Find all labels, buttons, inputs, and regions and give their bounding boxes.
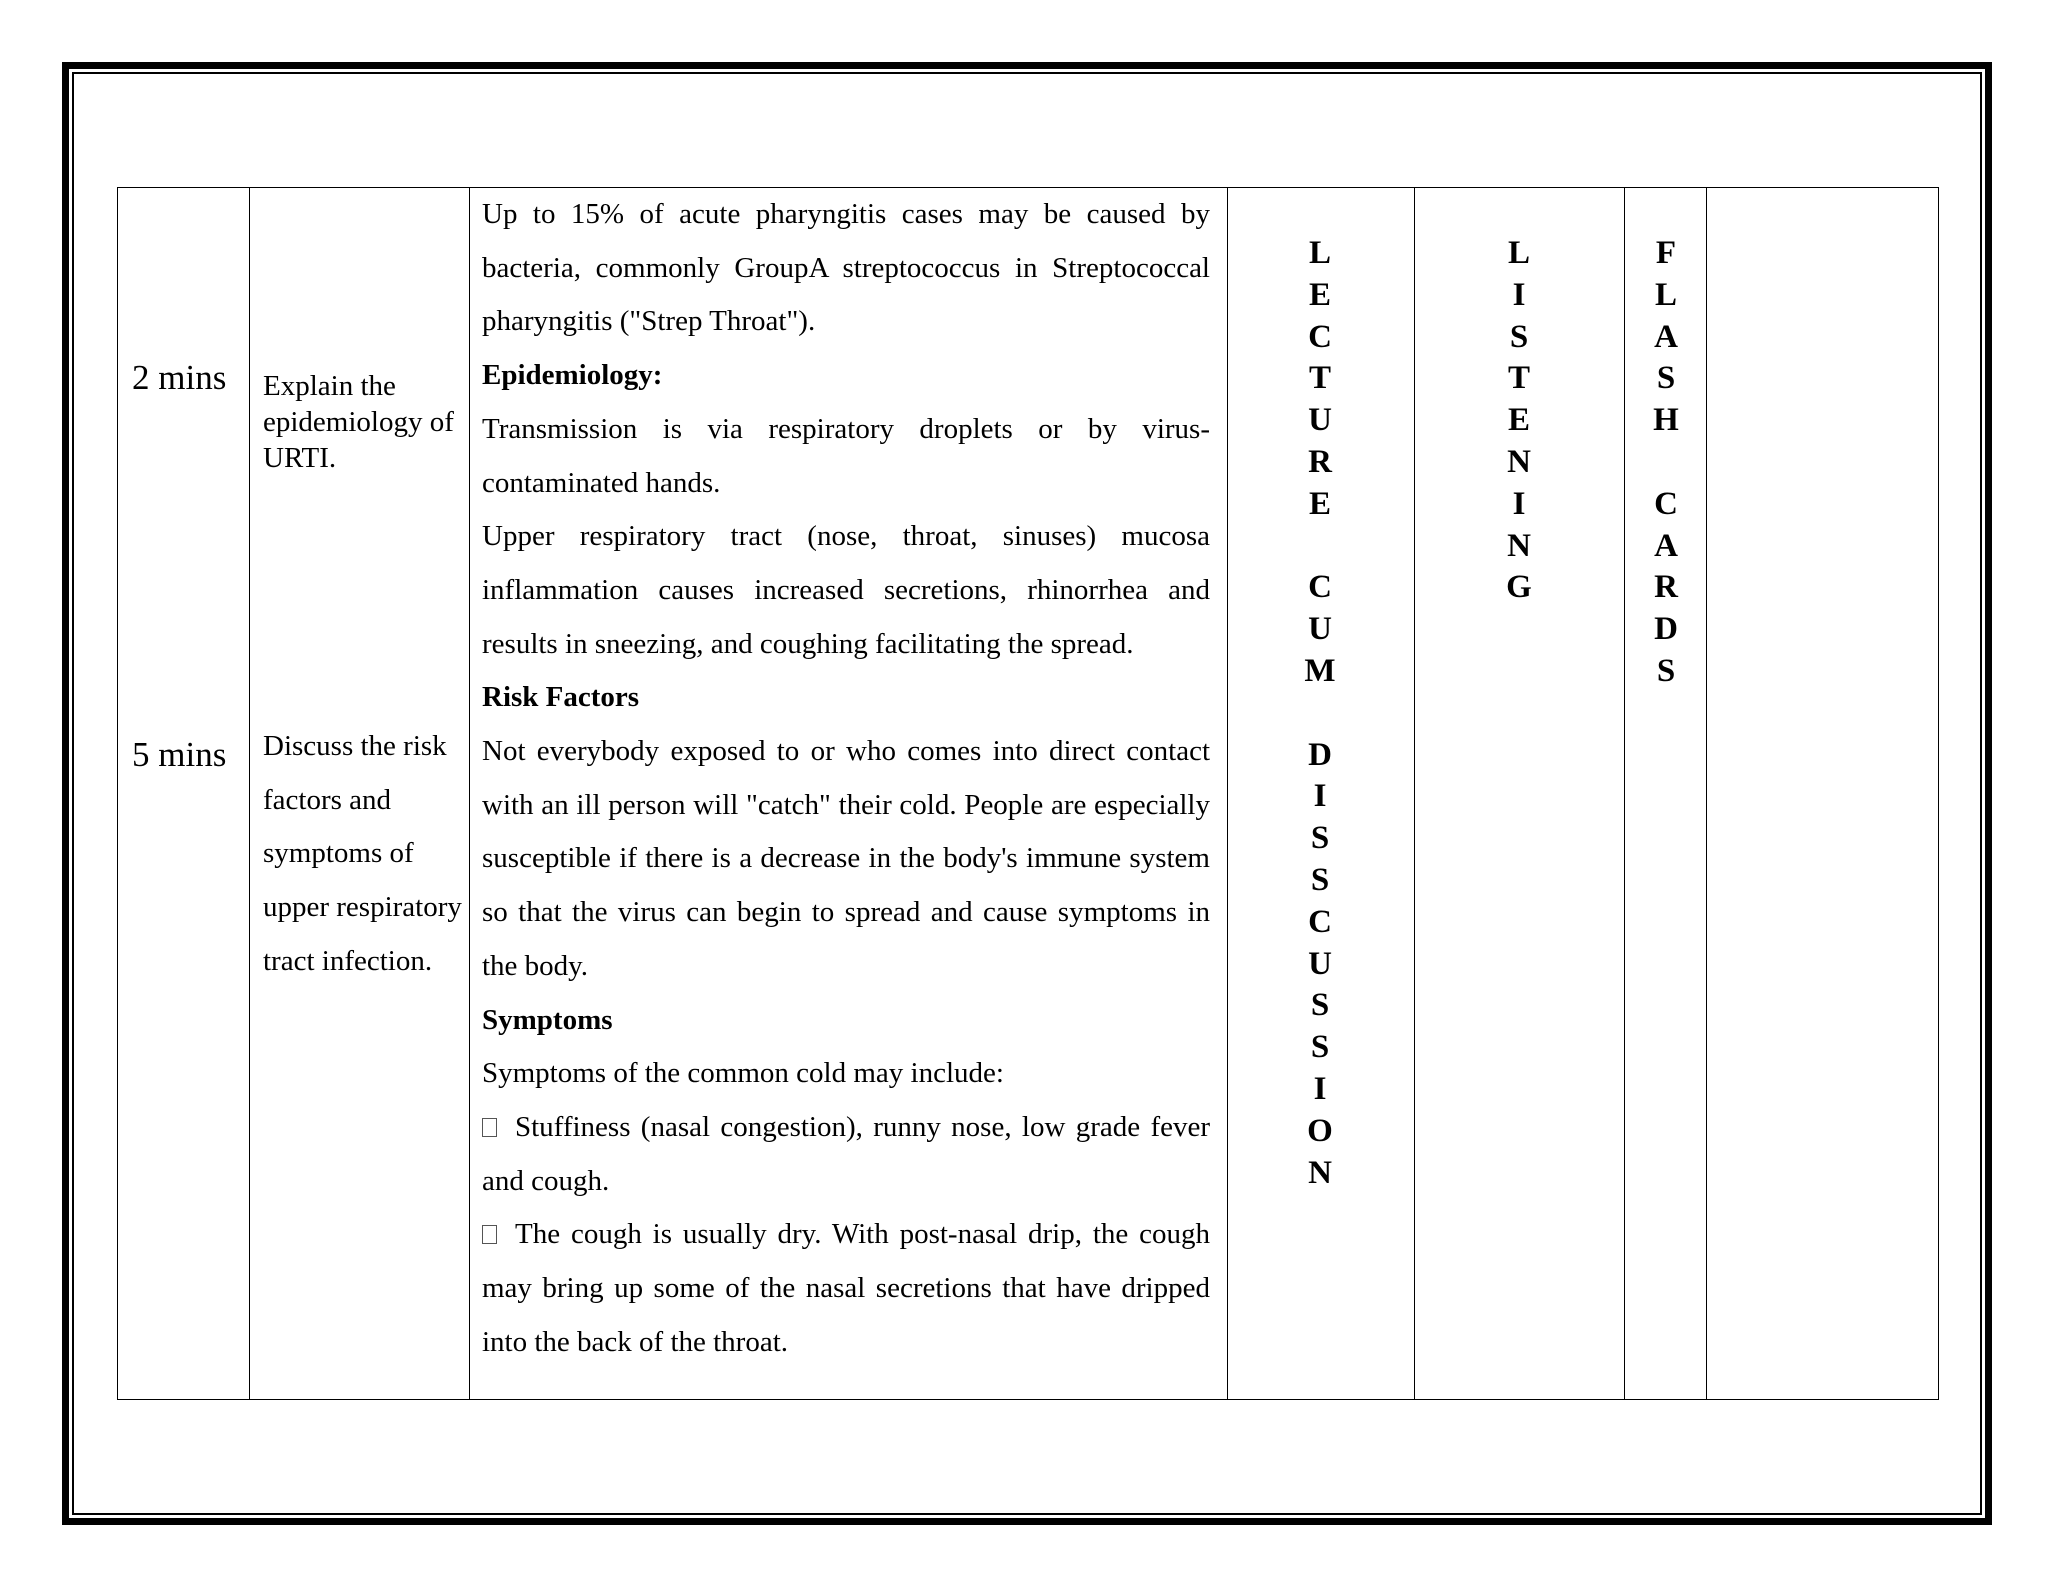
objective-cell: Explain the epidemiology of URTI. — [263, 370, 454, 474]
vertical-letter: E — [1308, 485, 1331, 522]
vertical-letter: U — [1308, 945, 1332, 982]
time-cell: 5 mins — [132, 735, 227, 774]
vertical-letter: S — [1509, 318, 1529, 355]
column-divider — [1414, 188, 1415, 1399]
vertical-letter: F — [1655, 235, 1677, 271]
vertical-letter: E — [1308, 276, 1331, 313]
vertical-letter: R — [1308, 443, 1332, 480]
vertical-letter: L — [1654, 276, 1677, 313]
vertical-letter: N — [1308, 1154, 1332, 1191]
vertical-letter: A — [1654, 318, 1678, 355]
vertical-letter: N — [1507, 443, 1531, 480]
vertical-text-gap — [1290, 693, 1350, 735]
vertical-letter: C — [1308, 318, 1332, 355]
column-divider — [1624, 188, 1625, 1399]
objective-cell: Discuss the risk factors and symptoms of upper respiratory tract infection. — [263, 730, 462, 977]
column-divider — [1227, 188, 1228, 1399]
content-paragraph: Not everybody exposed to or who comes into direct contact with an ill person will "catch" their cold. People are especially susceptible if there is a decrease in the body's immune system so that the virus can begin to spread and cause symptoms in the body. — [482, 735, 1210, 982]
content-paragraph: Up to 15% of acute pharyngitis cases may be caused by bacteria, commonly GroupA streptococcus in Streptococcal pharyngitis ("Strep Throat"). — [482, 198, 1210, 338]
vertical-letter: G — [1506, 569, 1532, 606]
vertical-letter: U — [1308, 402, 1332, 439]
learner-activity-vertical-text — [1489, 233, 1549, 609]
vertical-letter: L — [1308, 235, 1331, 271]
vertical-letter: O — [1307, 1112, 1333, 1149]
column-divider — [469, 188, 470, 1399]
content-paragraph: Transmission is via respiratory droplets or by virus-contaminated hands. — [482, 412, 1210, 499]
vertical-letter: U — [1308, 611, 1332, 648]
vertical-letter: H — [1653, 402, 1679, 439]
section-heading: Symptoms — [482, 1003, 613, 1036]
section-heading: Epidemiology: — [482, 359, 663, 392]
vertical-letter: S — [1310, 820, 1330, 857]
vertical-letter: M — [1304, 652, 1336, 689]
teaching-method-vertical-text — [1290, 233, 1350, 1194]
vertical-letter: I — [1313, 1070, 1327, 1107]
lesson-plan-table — [117, 187, 1939, 1400]
vertical-letter: C — [1654, 485, 1678, 522]
vertical-letter: E — [1507, 402, 1530, 439]
vertical-letter: I — [1512, 276, 1526, 313]
vertical-letter: S — [1656, 652, 1676, 689]
vertical-letter: I — [1313, 778, 1327, 815]
vertical-letter: R — [1654, 569, 1678, 606]
vertical-text-gap — [1290, 526, 1350, 568]
bullet-item: The cough is usually dry. With post-nasal drip, the cough may bring up some of the nasal secretions that have dripped into the back of the throat. — [482, 1208, 1210, 1369]
vertical-letter: I — [1512, 485, 1526, 522]
vertical-letter: T — [1308, 360, 1331, 397]
vertical-letter: S — [1310, 861, 1330, 898]
vertical-letter: S — [1310, 1029, 1330, 1066]
vertical-letter: S — [1656, 360, 1676, 397]
bullet-item: Stuffiness (nasal congestion), runny nose, low grade fever and cough. — [482, 1101, 1210, 1208]
vertical-letter: N — [1507, 527, 1531, 564]
vertical-letter: C — [1308, 569, 1332, 606]
vertical-letter: A — [1654, 527, 1678, 564]
section-heading: Risk Factors — [482, 681, 640, 714]
vertical-letter: D — [1308, 736, 1332, 773]
vertical-text-gap — [1636, 442, 1696, 484]
content-paragraph: Upper respiratory tract (nose, throat, sinuses) mucosa inflammation causes increased secretions, rhinorrhea and results in sneezing, and coughing facilitating the spread. — [482, 520, 1210, 660]
vertical-letter: C — [1308, 903, 1332, 940]
column-divider — [249, 188, 250, 1399]
vertical-letter: L — [1507, 235, 1530, 271]
vertical-letter: D — [1654, 611, 1678, 648]
content-cell — [482, 188, 1210, 1369]
time-cell: 2 mins — [132, 358, 227, 397]
content-paragraph: Symptoms of the common cold may include: — [482, 1057, 1004, 1090]
column-divider — [1706, 188, 1707, 1399]
vertical-letter: S — [1310, 987, 1330, 1024]
vertical-letter: T — [1507, 360, 1530, 397]
teaching-aid-vertical-text — [1636, 233, 1696, 693]
